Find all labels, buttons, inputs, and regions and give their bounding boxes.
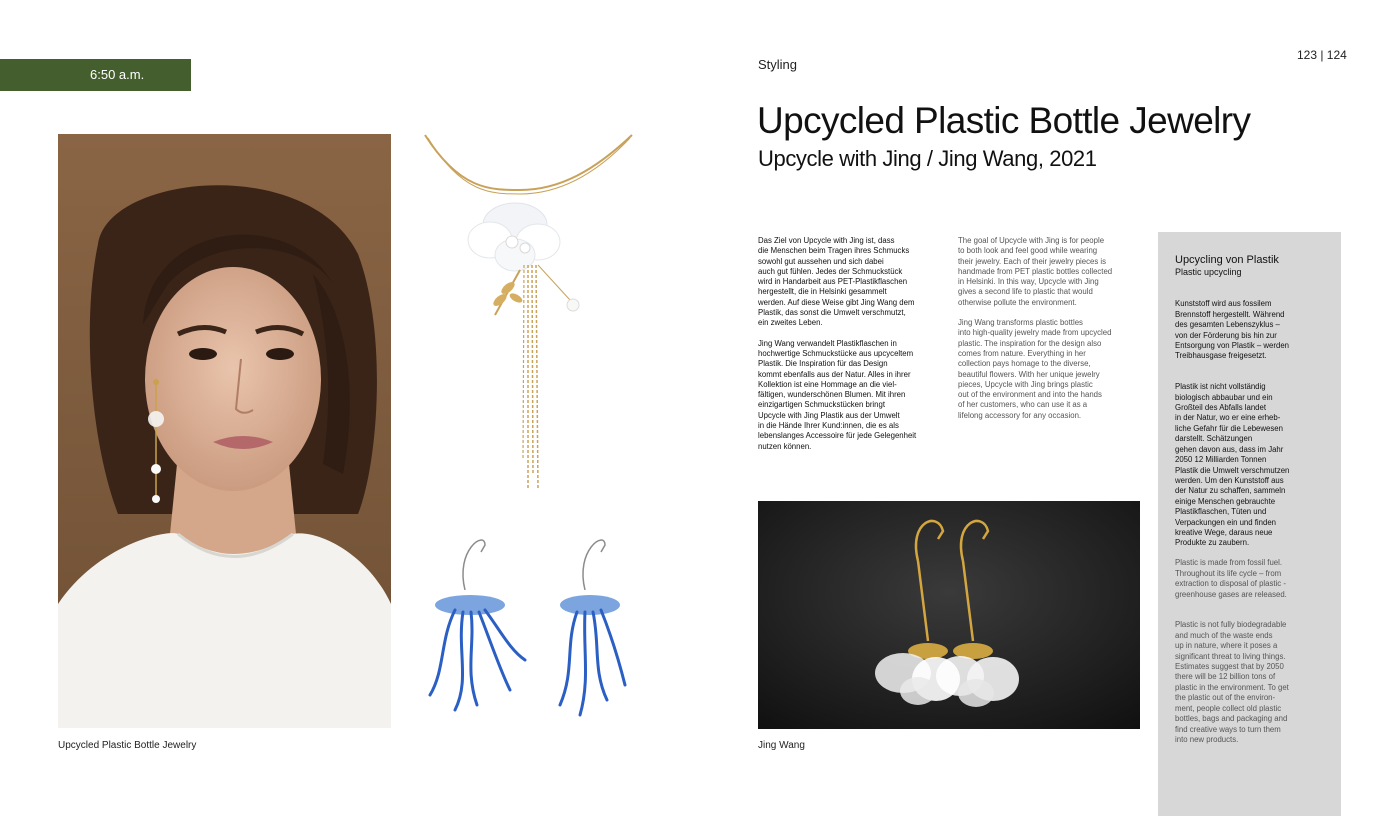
page-numbers: 123 | 124	[1297, 48, 1347, 62]
paragraph: Jing Wang verwandelt Plastikflaschen in hochwertige Schmuckstücke aus upcyceltem Plastik. Die Inspiration für das Design kommt ebenfalls aus der Natur. Alles in ihrer Kollektion ist eine Hommage an die viel- fältigen, wunderschönen Blumen. Mit ihren einzigartigen Schmuckstücken bringt Upcycle with Jing Plastik aus der Umwelt in die Hände Ihrer Kund:innen, die es als lebenslanges Accessoire für jede Gelegenheit nutzen können.	[758, 338, 917, 451]
section-label: Styling	[758, 57, 798, 72]
caption-portrait: Upcycled Plastic Bottle Jewelry	[58, 740, 197, 751]
necklace-photo	[420, 130, 636, 498]
body-text-english	[958, 236, 1143, 431]
paragraph: Plastic is not fully biodegradable and much of the waste ends up in nature, where it poses a significant threat to living things. Estimates suggest that by 2050 there will be 12 billion tons of plastic in the environment. To get the plastic out of the environ- ment, people collect old plastic bottles, bags and packaging and find creative ways to turn them into new products.	[1175, 620, 1289, 744]
sidebar-text-german	[1175, 289, 1327, 569]
time-badge-text: 6:50 a.m.	[90, 67, 145, 82]
paragraph: Das Ziel von Upcycle with Jing ist, dass die Menschen beim Tragen ihres Schmucks sowohl gut aussehen und sich dabei auch gut fühlen. Jedes der Schmuckstück wird in Handarbeit aus PET-Plastikflaschen hergestellt, die in Helsinki gesammelt werden. Auf diese Weise gibt Jing Wang dem Plastik, das sonst die Umwelt verschmutzt, ein zweites Leben.	[758, 236, 915, 328]
sidebar-subtitle: Plastic upcycling	[1175, 267, 1242, 277]
paragraph: Plastik ist nicht vollständig biologisch abbaubar und ein Großteil des Abfalls landet in der Natur, wo er eine erheb- liche Gefahr für die Lebewesen darstellt. Schätzungen gehen davon aus, dass im Jahr 2050 12 Milliarden Tonnen Plastik die Umwelt verschmutzen werden. Um den Kunststoff aus der Natur zu schaffen, sammeln einige Menschen gebrauchte Plastikflaschen, Tüten und Verpackungen ein und finden kreative Wege, daraus neue Produkte zu zaubern.	[1175, 382, 1290, 548]
portrait-photo	[58, 134, 391, 728]
portrait-illustration	[58, 134, 391, 728]
paragraph: Plastic is made from fossil fuel. Throughout its life cycle – from extraction to disposal of plastic - greenhouse gases are released.	[1175, 558, 1287, 599]
caption-flower-photo: Jing Wang	[758, 740, 805, 751]
paragraph: Kunststoff wird aus fossilem Brennstoff hergestellt. Während des gesamten Lebenszyklus – von der Förderung bis hin zur Entsorgung von Plastik – werden Treibhausgase freigesetzt.	[1175, 299, 1289, 361]
sidebar-box	[1158, 232, 1341, 816]
jellyfish-earrings-illustration	[415, 530, 631, 730]
sidebar-text-english	[1175, 548, 1327, 766]
flower-earrings-illustration	[758, 501, 1140, 729]
page-title: Upcycled Plastic Bottle Jewelry	[757, 100, 1251, 141]
paragraph: The goal of Upcycle with Jing is for people to both look and feel good while wearing their jewelry. Each of their jewelry pieces is handmade from PET plastic bottles collected in Helsinki. In this way, Upcycle with Jing gives a second life to plastic that would otherwise pollute the environment.	[958, 236, 1113, 307]
paragraph: Jing Wang transforms plastic bottles into high-quality jewelry made from upcycled plastic. The inspiration for the design also comes from nature. Everything in her collection pays homage to the diverse, beautiful flowers. With her unique jewelry pieces, Upcycle with Jing brings plastic out of the environment and into the hands of her customers, who can use it as a lifelong accessory for any occasion.	[958, 318, 1112, 420]
sidebar-title: Upcycling von Plastik	[1175, 254, 1279, 266]
time-badge	[0, 59, 191, 91]
body-text-german	[758, 236, 943, 462]
flower-earrings-photo	[758, 501, 1140, 729]
necklace-illustration	[420, 130, 636, 498]
jellyfish-earrings-photo	[415, 530, 631, 730]
page-subtitle: Upcycle with Jing / Jing Wang, 2021	[758, 146, 1097, 171]
